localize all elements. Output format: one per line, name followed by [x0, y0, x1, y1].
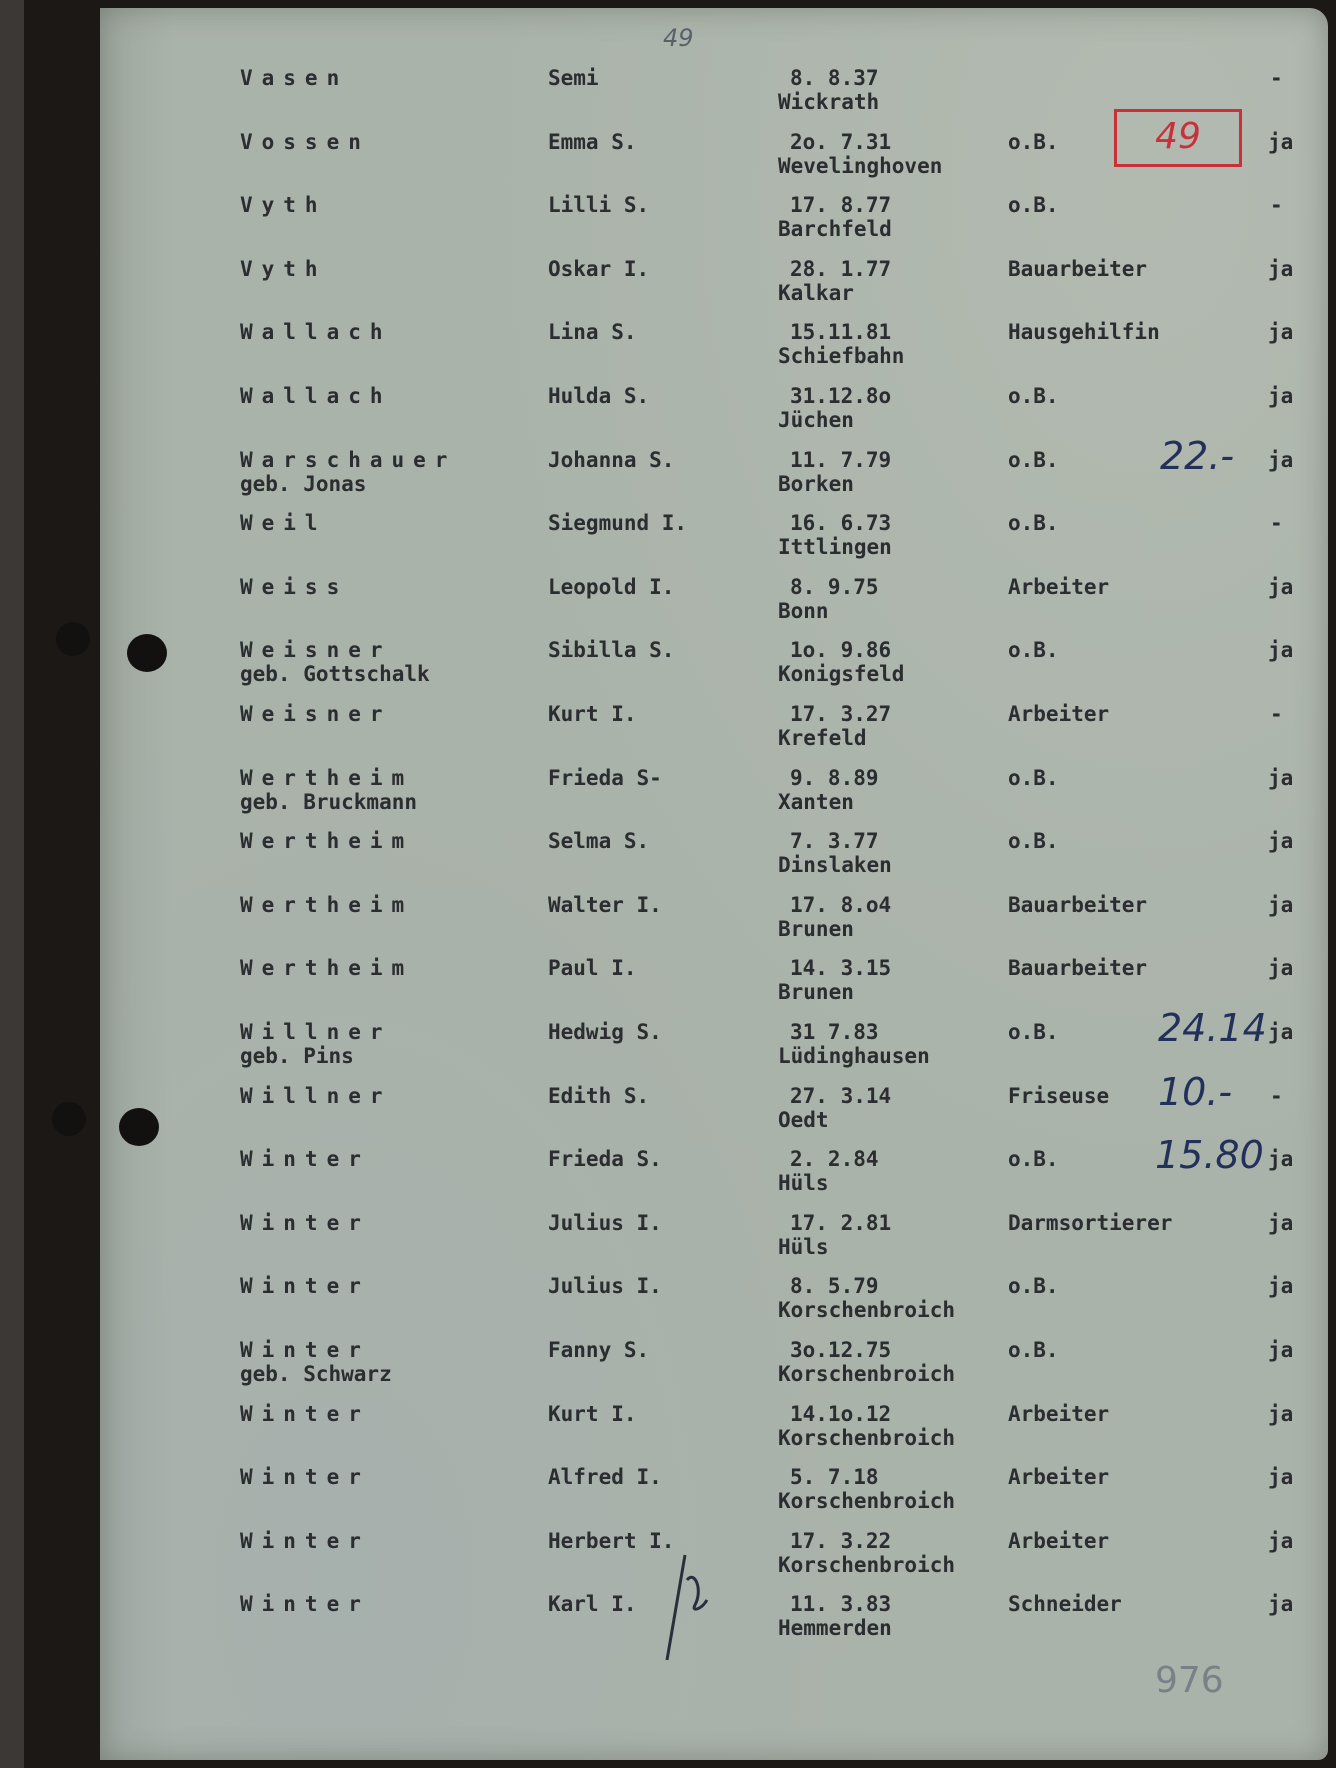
surname: Winter [240, 1402, 370, 1426]
first-name: Fanny S. [548, 1338, 650, 1362]
first-name: Oskar I. [548, 257, 650, 281]
birth-date: 8. 9.75 [790, 575, 879, 599]
birth-place: Hüls [778, 1235, 829, 1259]
maiden-name: geb. Schwarz [240, 1362, 392, 1386]
occupation: o.B. [1008, 1020, 1059, 1044]
occupation: Schneider [1008, 1592, 1122, 1616]
occupation: o.B. [1008, 638, 1059, 662]
first-name: Julius I. [548, 1274, 662, 1298]
status-mark: ja [1268, 829, 1294, 853]
first-name: Hedwig S. [548, 1020, 662, 1044]
status-mark: ja [1268, 1592, 1294, 1616]
binder-hole [52, 1102, 86, 1136]
birth-place: Xanten [778, 790, 854, 814]
birth-place: Dinslaken [778, 853, 892, 877]
birth-place: Ittlingen [778, 535, 892, 559]
maiden-name: geb. Bruckmann [240, 790, 418, 814]
occupation: o.B. [1008, 448, 1059, 472]
maiden-name: geb. Pins [240, 1044, 354, 1068]
birth-place: Kalkar [778, 281, 854, 305]
first-name: Frieda S. [548, 1147, 662, 1171]
first-name: Siegmund I. [548, 511, 688, 535]
first-name: Hulda S. [548, 384, 650, 408]
first-name: Walter I. [548, 893, 662, 917]
occupation: o.B. [1008, 193, 1059, 217]
birth-date: 17. 2.81 [790, 1211, 892, 1235]
surname: Willner [240, 1020, 392, 1044]
status-mark: ja [1268, 638, 1294, 662]
first-name: Karl I. [548, 1592, 637, 1616]
occupation: Bauarbeiter [1008, 257, 1148, 281]
occupation: o.B. [1008, 1274, 1059, 1298]
maiden-name: geb. Jonas [240, 472, 367, 496]
birth-date: 28. 1.77 [790, 257, 892, 281]
birth-place: Jüchen [778, 408, 854, 432]
surname: Winter [240, 1465, 370, 1489]
first-name: Lilli S. [548, 193, 650, 217]
birth-date: 11. 3.83 [790, 1592, 892, 1616]
first-name: Johanna S. [548, 448, 675, 472]
surname: Winter [240, 1147, 370, 1171]
surname: Weiss [240, 575, 349, 599]
surname: Winter [240, 1592, 370, 1616]
occupation: Hausgehilfin [1008, 320, 1160, 344]
birth-place: Borken [778, 472, 854, 496]
first-name: Herbert I. [548, 1529, 675, 1553]
handwritten-amount: 22.- [1160, 434, 1235, 478]
surname: Vyth [240, 257, 327, 281]
occupation: Bauarbeiter [1008, 893, 1148, 917]
occupation: o.B. [1008, 511, 1059, 535]
occupation: o.B. [1008, 766, 1059, 790]
surname: Warschauer [240, 448, 457, 472]
birth-date: 15.11.81 [790, 320, 892, 344]
birth-date: 8. 5.79 [790, 1274, 879, 1298]
birth-date: 17. 8.77 [790, 193, 892, 217]
occupation: Bauarbeiter [1008, 956, 1148, 980]
birth-place: Konigsfeld [778, 662, 905, 686]
first-name: Selma S. [548, 829, 650, 853]
occupation: o.B. [1008, 130, 1059, 154]
status-mark: - [1270, 193, 1283, 217]
first-name: Emma S. [548, 130, 637, 154]
status-mark: ja [1268, 1274, 1294, 1298]
surname: Winter [240, 1211, 370, 1235]
birth-place: Bonn [778, 599, 829, 623]
status-mark: ja [1268, 893, 1294, 917]
birth-date: 1o. 9.86 [790, 638, 892, 662]
occupation: o.B. [1008, 384, 1059, 408]
birth-date: 9. 8.89 [790, 766, 879, 790]
first-name: Kurt I. [548, 702, 637, 726]
surname: Winter [240, 1338, 370, 1362]
birth-date: 31.12.8o [790, 384, 892, 408]
status-mark: ja [1268, 448, 1294, 472]
birth-date: 14.1o.12 [790, 1402, 892, 1426]
status-mark: ja [1268, 1147, 1294, 1171]
birth-date: 16. 6.73 [790, 511, 892, 535]
first-name: Kurt I. [548, 1402, 637, 1426]
birth-date: 11. 7.79 [790, 448, 892, 472]
birth-place: Krefeld [778, 726, 867, 750]
birth-place: Hüls [778, 1171, 829, 1195]
handwritten-amount: 24.14 [1158, 1006, 1267, 1050]
occupation: Arbeiter [1008, 575, 1110, 599]
surname: Weil [240, 511, 327, 535]
birth-place: Oedt [778, 1108, 829, 1132]
first-name: Sibilla S. [548, 638, 675, 662]
status-mark: - [1270, 511, 1283, 535]
status-mark: ja [1268, 575, 1294, 599]
birth-place: Hemmerden [778, 1616, 892, 1640]
maiden-name: geb. Gottschalk [240, 662, 430, 686]
birth-place: Lüdinghausen [778, 1044, 930, 1068]
surname: Wallach [240, 384, 392, 408]
first-name: Frieda S- [548, 766, 662, 790]
occupation: Arbeiter [1008, 1465, 1110, 1489]
status-mark: - [1270, 66, 1283, 90]
occupation: Darmsortierer [1008, 1211, 1173, 1235]
surname: Wertheim [240, 956, 414, 980]
first-name: Alfred I. [548, 1465, 662, 1489]
occupation: o.B. [1008, 1147, 1059, 1171]
birth-place: Brunen [778, 980, 854, 1004]
status-mark: - [1270, 702, 1283, 726]
birth-date: 7. 3.77 [790, 829, 879, 853]
surname: Wallach [240, 320, 392, 344]
status-mark: ja [1268, 320, 1294, 344]
birth-place: Wickrath [778, 90, 880, 114]
surname: Weisner [240, 702, 392, 726]
stamp-number: 49 [1155, 116, 1201, 157]
binder-edge [0, 0, 24, 1768]
occupation: Arbeiter [1008, 702, 1110, 726]
birth-place: Korschenbroich [778, 1426, 956, 1450]
birth-date: 17. 3.27 [790, 702, 892, 726]
status-mark: ja [1268, 1338, 1294, 1362]
punch-hole [119, 1108, 159, 1146]
occupation: o.B. [1008, 829, 1059, 853]
birth-place: Korschenbroich [778, 1362, 956, 1386]
status-mark: ja [1268, 257, 1294, 281]
first-name: Paul I. [548, 956, 637, 980]
status-mark: ja [1268, 384, 1294, 408]
status-mark: ja [1268, 766, 1294, 790]
birth-date: 2. 2.84 [790, 1147, 879, 1171]
handwritten-scribble [655, 1550, 735, 1670]
birth-place: Schiefbahn [778, 344, 905, 368]
status-mark: ja [1268, 1529, 1294, 1553]
birth-date: 17. 3.22 [790, 1529, 892, 1553]
surname: Winter [240, 1274, 370, 1298]
status-mark: ja [1268, 130, 1294, 154]
surname: Winter [240, 1529, 370, 1553]
birth-place: Korschenbroich [778, 1298, 956, 1322]
handwritten-amount: 10.- [1158, 1070, 1233, 1114]
status-mark: ja [1268, 1465, 1294, 1489]
occupation: Arbeiter [1008, 1402, 1110, 1426]
first-name: Lina S. [548, 320, 637, 344]
status-mark: - [1270, 1084, 1283, 1108]
status-mark: ja [1268, 1211, 1294, 1235]
birth-date: 27. 3.14 [790, 1084, 892, 1108]
stamp-box [1114, 109, 1242, 167]
birth-date: 14. 3.15 [790, 956, 892, 980]
surname: Wertheim [240, 829, 414, 853]
surname: Vyth [240, 193, 327, 217]
surname: Vossen [240, 130, 370, 154]
handwritten-amount: 15.80 [1155, 1133, 1264, 1177]
birth-place: Brunen [778, 917, 854, 941]
surname: Weisner [240, 638, 392, 662]
status-mark: ja [1268, 1020, 1294, 1044]
first-name: Leopold I. [548, 575, 675, 599]
birth-date: 3o.12.75 [790, 1338, 892, 1362]
punch-hole [127, 634, 167, 672]
surname: Wertheim [240, 766, 414, 790]
surname: Vasen [240, 66, 349, 90]
first-name: Semi [548, 66, 599, 90]
birth-date: 5. 7.18 [790, 1465, 879, 1489]
birth-date: 2o. 7.31 [790, 130, 892, 154]
page-number: 49 [663, 24, 694, 52]
first-name: Julius I. [548, 1211, 662, 1235]
binder-hole [56, 622, 90, 656]
birth-place: Korschenbroich [778, 1553, 956, 1577]
birth-place: Korschenbroich [778, 1489, 956, 1513]
status-mark: ja [1268, 1402, 1294, 1426]
occupation: o.B. [1008, 1338, 1059, 1362]
surname: Wertheim [240, 893, 414, 917]
surname: Willner [240, 1084, 392, 1108]
status-mark: ja [1268, 956, 1294, 980]
occupation: Arbeiter [1008, 1529, 1110, 1553]
birth-date: 31 7.83 [790, 1020, 879, 1044]
birth-date: 17. 8.o4 [790, 893, 892, 917]
folio-number: 976 [1155, 1660, 1224, 1701]
birth-place: Barchfeld [778, 217, 892, 241]
birth-place: Wevelinghoven [778, 154, 943, 178]
first-name: Edith S. [548, 1084, 650, 1108]
birth-date: 8. 8.37 [790, 66, 879, 90]
occupation: Friseuse [1008, 1084, 1110, 1108]
